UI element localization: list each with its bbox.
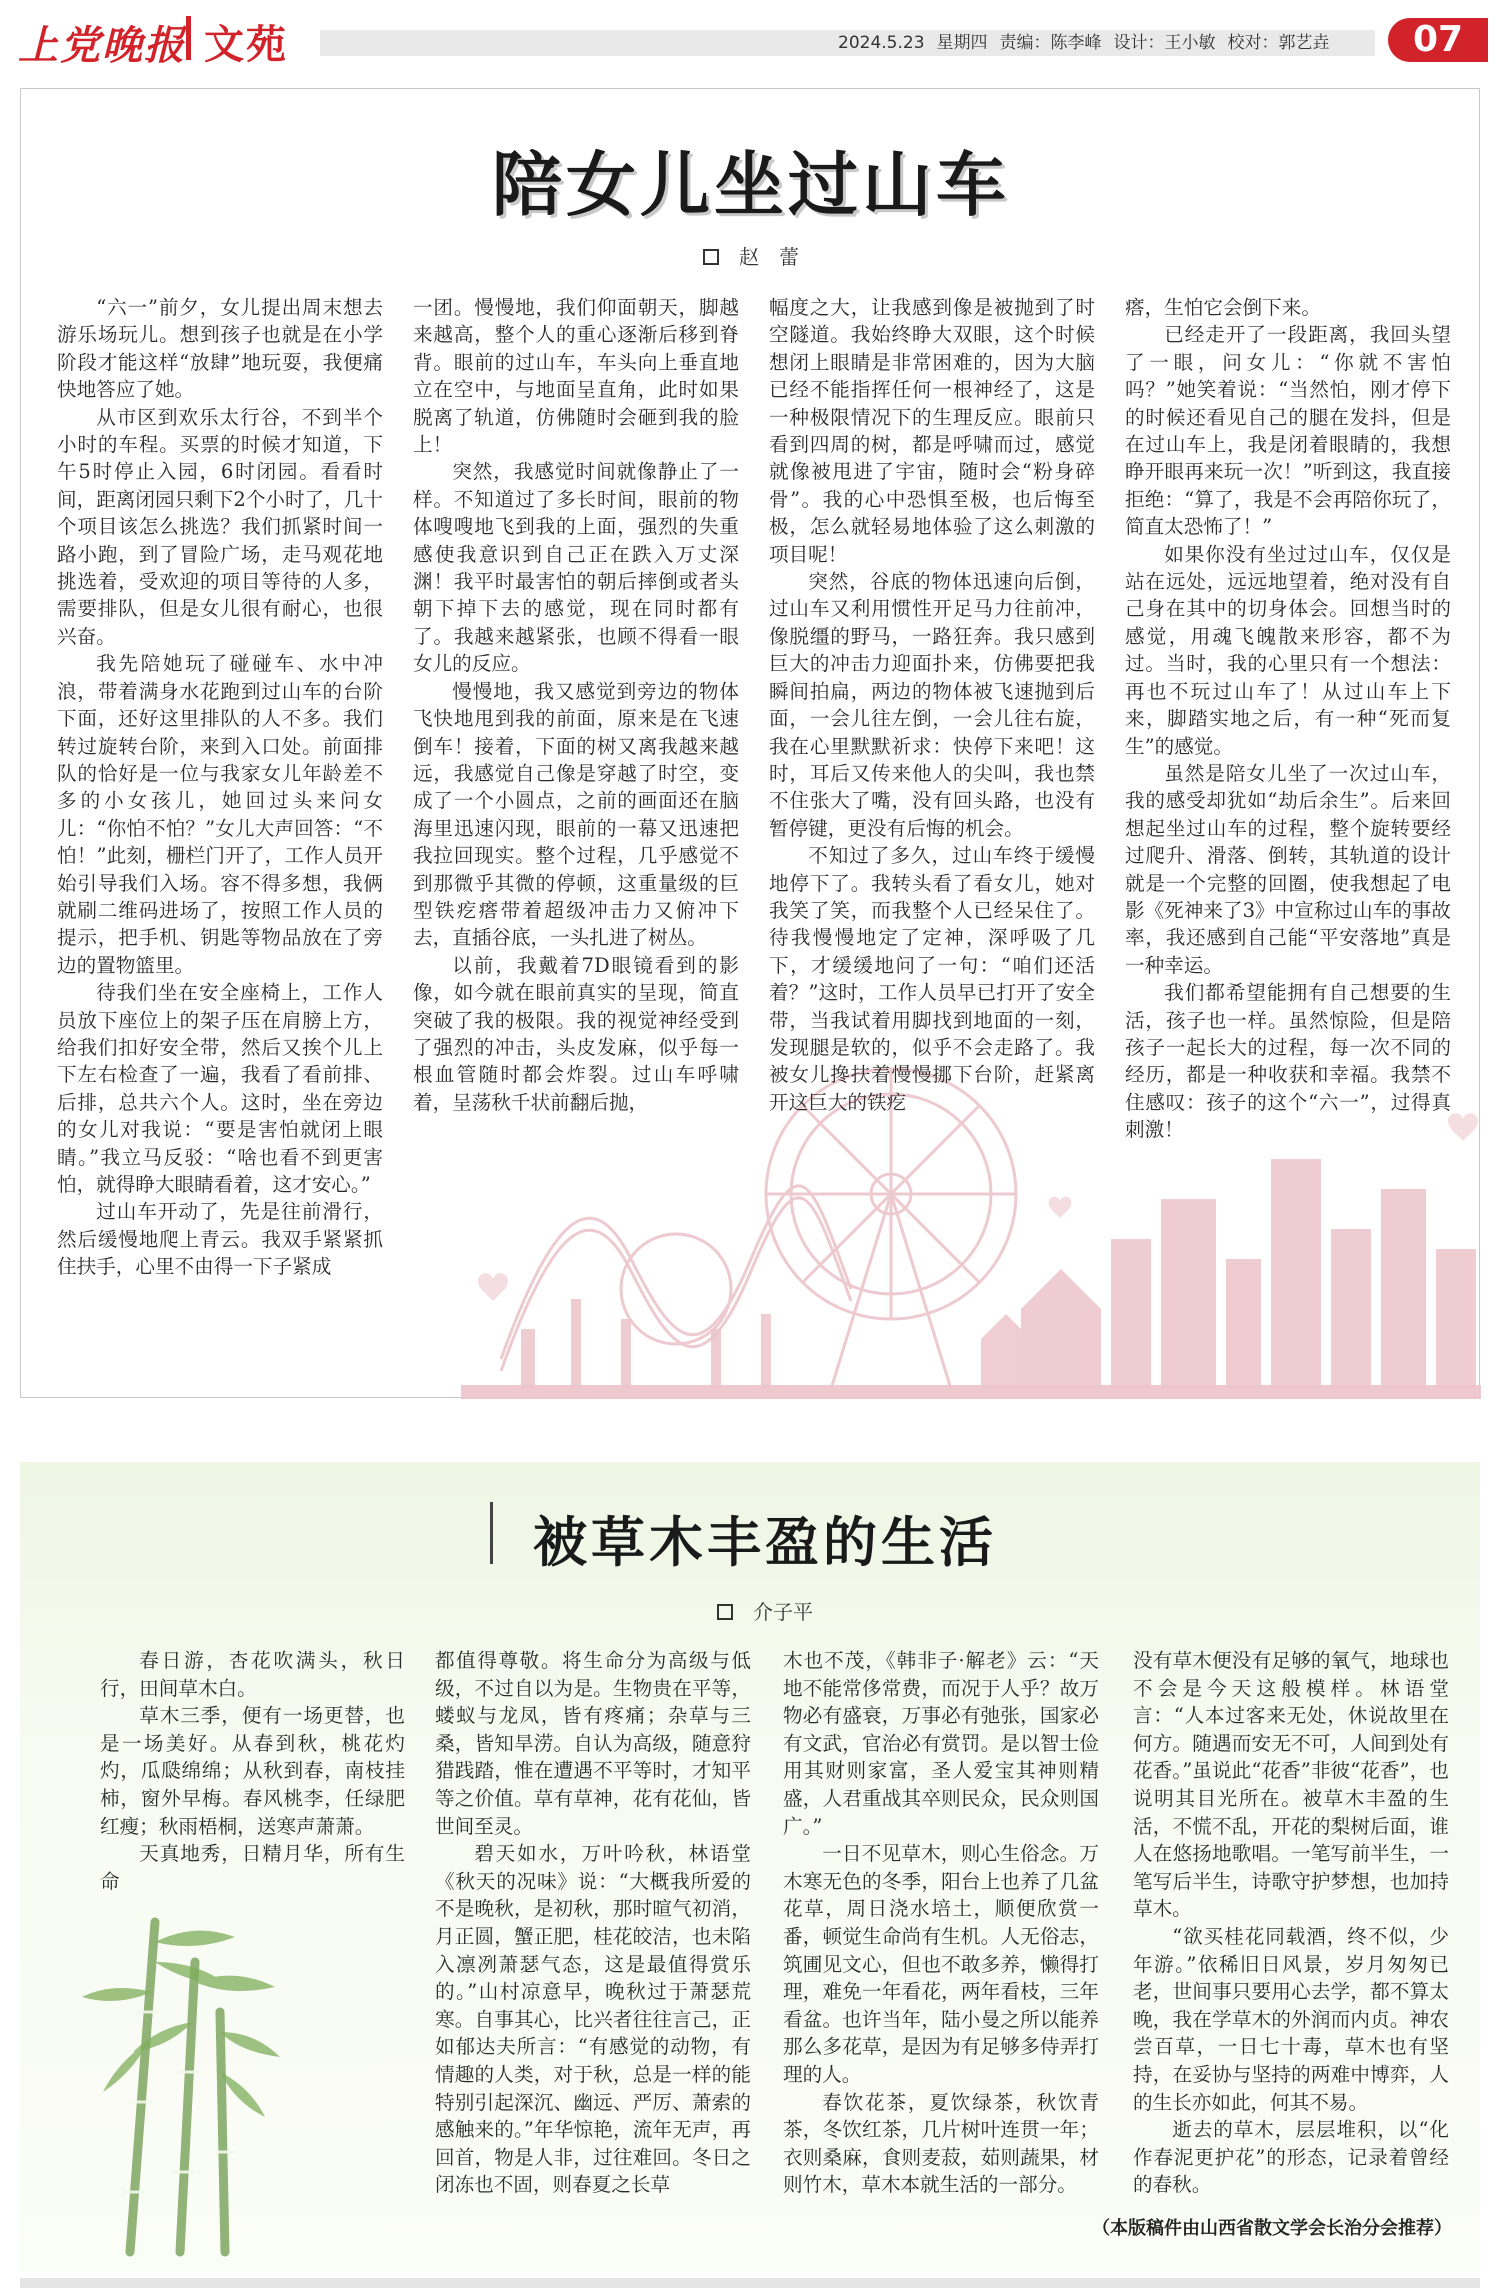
paragraph: 过山车开动了，先是往前滑行，然后缓慢地爬上青云。我双手紧紧抓住扶手，心里不由得一下子紧成 (57, 1200, 383, 1279)
paragraph: 如果你没有坐过过山车，仅仅是站在远处，远远地望着，绝对没有自己身在其中的切身体会。回想当时的感觉，用魂飞魄散来形容，都不为过。当时，我的心里只有一个想法：再也不玩过山车了！从过山车上下来，脚踏实地之后，有一种“死而复生”的感觉。 (1125, 542, 1451, 758)
paragraph: 我们都希望能拥有自己想要的生活，孩子也一样。虽然惊险，但是陪孩子一起长大的过程，每一次不同的经历，都是一种收获和幸福。我禁不住感叹：孩子的这个“六一”，过得真刺激！ (1125, 981, 1451, 1142)
article-column-4 (1133, 1647, 1449, 2207)
paragraph: 春日游，杏花吹满头，秋日行，田间草木白。 (100, 1649, 405, 1700)
section-title: 文苑 (204, 22, 288, 68)
article-column-2 (413, 294, 739, 1114)
paragraph: 一团。慢慢地，我们仰面朝天，脚越来越高，整个人的重心逐渐后移到脊背。眼前的过山车，车头向上垂直地立在空中，与地面呈直角，此时如果脱离了轨道，仿佛随时会砸到我的脸上！ (413, 296, 739, 457)
paragraph: 已经走开了一段距离，我回头望了一眼，问女儿：“你就不害怕吗？”她笑着说：“当然怕，刚才停下的时候还看见自己的腿在发抖，但是在过山车上，我是闭着眼睛的，我想睁开眼再来玩一次！”听到这，我直接拒绝：“算了，我是不会再陪你玩了，简直太恐怖了！” (1125, 323, 1451, 539)
issue-weekday: 星期四 (936, 33, 988, 53)
article-byline (21, 241, 1481, 270)
paragraph: 逝去的草木，层层堆积，以“化作春泥更护花”的形态，记录着曾经的春秋。 (1133, 2118, 1449, 2197)
paragraph: 一日不见草木，则心生俗念。万木寒无色的冬季，阳台上也养了几盆花草，周日浇水培土，顺便欣赏一番，顿觉生命尚有生机。人无俗志，筑圃见文心，但也不敢多养，懒得打理，难免一年看花，两年看枝，三年看盆。也许当年，陆小曼之所以能养那么多花草，是因为有足够多侍弄打理的人。 (783, 1842, 1099, 2086)
article-column-1 (57, 294, 383, 1344)
paragraph: 我先陪她玩了碰碰车、水中冲浪，带着满身水花跑到过山车的台阶下面，还好这里排队的人不多。我们转过旋转台阶，来到入口处。前面排队的恰好是一位与我家女儿年龄差不多的小女孩儿，她回过头来问女儿：“你怕不怕？”女儿大声回答：“不怕！”此刻，栅栏门开了，工作人员开始引导我们入场。容不得多想，我俩就刷二维码进场了，按照工作人员的提示，把手机、钥匙等物品放在了旁边的置物篮里。 (57, 652, 383, 977)
paragraph: “欲买桂花同载酒，终不似，少年游。”依稀旧日风景，岁月匆匆已老，世间事只要用心去学，都不算太晚，我在学草木的外润而内贞。神农尝百草，一日七十毒，草木也有坚持，在妥协与坚持的两难中博弈，人的生长亦如此，何其不易。 (1133, 1924, 1449, 2114)
article-body (57, 294, 1453, 1344)
article-plants-life (20, 1462, 1480, 2272)
article-column-3 (783, 1647, 1099, 2227)
logo-divider (186, 16, 191, 60)
proofreader-credit: 校对：郭艺垚 (1227, 33, 1330, 53)
paragraph: 草木三季，便有一场更替，也是一场美好。从春到秋，桃花灼灼，瓜瓞绵绵；从秋到春，南枝挂柿，窗外早梅。春风桃李，任绿肥红瘦；秋雨梧桐，送寒声萧萧。 (100, 1704, 405, 1838)
paragraph: 虽然是陪女儿坐了一次过山车，我的感受却犹如“劫后余生”。后来回想起坐过山车的过程，整个旋转要经过爬升、滑落、倒转，其轨道的设计就是一个完整的回圈，使我想起了电影《死神来了3》中宣称过山车的事故率，我还感到自己能“平安落地”真是一种幸运。 (1125, 761, 1451, 977)
paragraph: 碧天如水，万叶吟秋，林语堂《秋天的况味》说：“大概我所爱的不是晚秋，是初秋，那时暄气初消，月正圆，蟹正肥，桂花皎洁，也未陷入凛冽萧瑟气态，这是最值得赏乐的。”山村凉意早，晚秋过于萧瑟荒寒。自事其心，比兴者往往言己，正如郁达夫所言：“有感觉的动物，有情趣的人类，对于秋，总是一样的能特别引起深沉、幽远、严厉、萧索的感触来的。”年华惊艳，流年无声，再回首，物是人非，过往难回。冬日之闭冻也不固，则春夏之长草 (435, 1842, 751, 2197)
header-info (838, 30, 1342, 56)
paragraph: 春饮花茶，夏饮绿茶，秋饮青茶，冬饮红茶，几片树叶连贯一年；衣则桑麻，食则麦菽，茹则蔬果，材则竹木，草木本就生活的一部分。 (783, 2090, 1099, 2197)
paragraph: 慢慢地，我又感觉到旁边的物体飞快地甩到我的前面，原来是在飞速倒车！接着，下面的树又离我越来越远，我感觉自己像是穿越了时空，变成了一个小圆点，之前的画面还在脑海里迅速闪现，眼前的一幕又迅速把我拉回现实。整个过程，几乎感觉不到那微乎其微的停顿，这重量级的巨型铁疙瘩带着超级冲击力又俯冲下去，直插谷底，一头扎进了树丛。 (413, 679, 739, 950)
paragraph: 突然，我感觉时间就像静止了一样。不知道过了多长时间，眼前的物体嗖嗖地飞到我的上面，强烈的失重感使我意识到自己正在跌入万丈深渊！我平时最害怕的朝后摔倒或者头朝下掉下去的感觉，现在同时都有了。我越来越紧张，也顾不得看一眼女儿的反应。 (413, 460, 739, 676)
masthead (0, 0, 1500, 78)
article-column-2 (435, 1647, 751, 2227)
article-column-1 (100, 1647, 405, 1897)
article-title: 陪女儿坐过山车 (492, 144, 1010, 226)
author-name: 介子平 (753, 1600, 813, 1624)
paragraph: “六一”前夕，女儿提出周末想去游乐场玩儿。想到孩子也就是在小学阶段才能这样“放肆”地玩耍，我便痛快地答应了她。 (57, 296, 383, 402)
paragraph: 木也不茂，《韩非子·解老》云：“天地不能常侈常费，而况于人乎？故万物必有盛衰，万事必有弛张，国家必有文武，官治必有赏罚。是以智士俭用其财则家富，圣人爱宝其神则精盛，人君重战其卒则民众，民众则国广。” (783, 1649, 1099, 1838)
editor-credit: 责编：陈李峰 (999, 33, 1102, 53)
paragraph: 从市区到欢乐太行谷，不到半个小时的车程。买票的时候才知道，下午5时停止入园，6时闭园。看看时间，距离闭园只剩下2个小时了，几十个项目该怎么挑选？我们抓紧时间一路小跑，到了冒险广场，走马观花地挑选着，受欢迎的项目等待的人多，需要排队，但是女儿很有耐心，也很兴奋。 (57, 405, 383, 648)
paragraph: 待我们坐在安全座椅上，工作人员放下座位上的架子压在肩膀上方，给我们扣好安全带，然后又挨个儿上下左右检查了一遍，我看了看前排、后排，总共六个人。这时，坐在旁边的女儿对我说：“要是害怕就闭上眼睛。”我立马反驳：“啥也看不到更害怕，就得睁大眼睛看着，这才安心。” (57, 981, 383, 1196)
article-body (100, 1647, 1452, 2227)
paragraph: 瘩，生怕它会倒下来。 (1125, 296, 1321, 319)
paragraph: 以前，我戴着7D眼镜看到的影像，如今就在眼前真实的呈现，简直突破了我的极限。我的视觉神经受到了强烈的冲击，头皮发麻，似乎每一根血管随时都会炸裂。过山车呼啸着，呈荡秋千状前翻后抛， (413, 953, 739, 1114)
recommendation-text: 本版稿件由山西省散文学会长治分会推荐 (1110, 2218, 1434, 2239)
paragraph: 不知过了多久，过山车终于缓慢地停下了。我转头看了看女儿，她对我笑了笑，而我整个人已经呆住了。待我慢慢地定了定神，深呼吸了几下，才缓缓地问了一句：“咱们还活着？”这时，工作人员早已打开了安全带，当我试着用脚找到地面的一刻，发现腿是软的，似乎不会走路了。我被女儿搀扶着慢慢挪下台阶，赶紧离开这巨大的铁疙 (769, 844, 1095, 1114)
paragraph: 突然，谷底的物体迅速向后倒，过山车又利用惯性开足马力往前冲，像脱缰的野马，一路狂奔。我只感到巨大的冲击力迎面扑来，仿佛要把我瞬间拍扁，两边的物体被飞速抛到后面，一会儿往左倒，一会儿往右旋，我在心里默默祈求：快停下来吧！这时，耳后又传来他人的尖叫，我也禁不住张大了嘴，没有回头路，也没有暂停键，更没有后悔的机会。 (769, 570, 1095, 840)
designer-credit: 设计：王小敏 (1113, 33, 1216, 53)
paragraph: 没有草木便没有足够的氧气，地球也不会是今天这般模样。林语堂言：“人本过客来无处，休说故里在何方。随遇而安无不可，人间到处有花香。”虽说此“花香”非彼“花香”，也说明其目光所在。被草木丰盈的生活，不慌不乱，开花的梨树后面，谁人在悠扬地歌唱。一笔写前半生，一笔写后半生，诗歌守护梦想，也加持草木。 (1133, 1649, 1449, 1921)
page-number: 07 (1388, 18, 1488, 62)
article-column-4 (1125, 294, 1451, 1142)
issue-date: 2024.5.23 (838, 33, 925, 53)
paragraph: 都值得尊敬。将生命分为高级与低级，不过自以为是。生物贵在平等，蝼蚁与龙凤，皆有疼痛；杂草与三桑，皆知旱涝。自认为高级，随意狩猎践踏，惟在遭遇不平等时，才知平等之价值。草有草神，花有花仙，皆世间至灵。 (435, 1649, 751, 1838)
newspaper-logo: 上党晚报 (18, 22, 186, 69)
paragraph: 幅度之大，让我感到像是被抛到了时空隧道。我始终睁大双眼，这个时候想闭上眼睛是非常困难的，因为大脑已经不能指挥任何一根神经了，这是一种极限情况下的生理反应。眼前只看到四周的树，都是呼啸而过，感觉就像被甩进了宇宙，随时会“粉身碎骨”。我的心中恐惧至极，也后悔至极，怎么就轻易地体验了这么刺激的项目呢！ (769, 296, 1095, 566)
footer-rule (20, 2278, 1480, 2288)
byline-box-icon (717, 1604, 733, 1620)
byline-box-icon (703, 249, 719, 265)
paragraph: 天真地秀，日精月华，所有生命 (100, 1842, 405, 1893)
author-name: 赵 蕾 (739, 245, 799, 269)
article-column-3 (769, 294, 1095, 1114)
article-byline (0, 1596, 1500, 1625)
recommendation-note: （本版稿件由山西省散文学会长治分会推荐） (1092, 2218, 1452, 2239)
article-roller-coaster (20, 88, 1480, 1398)
article-title: 被草木丰盈的生活 (533, 1511, 997, 1574)
